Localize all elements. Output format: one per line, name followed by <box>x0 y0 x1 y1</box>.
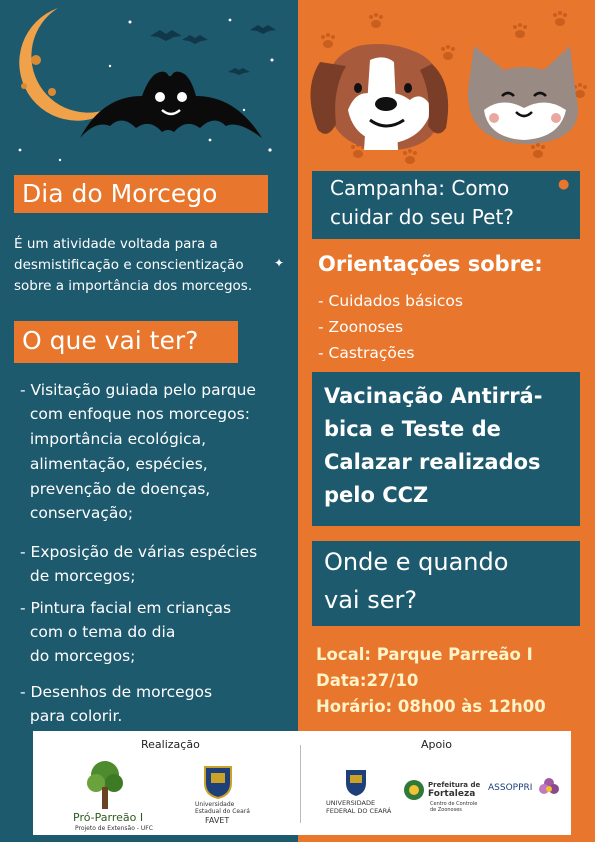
section-title: O que vai ter? <box>22 326 199 355</box>
fortaleza-crest-icon <box>403 779 425 801</box>
event-time: Horário: 08h00 às 12h00 <box>316 697 546 716</box>
favet-logo-text: FAVET <box>205 816 230 825</box>
sparkle-icon: ✦ <box>274 256 285 270</box>
fortaleza-subtitle: Centro de Controle <box>430 801 478 807</box>
small-bat-icons <box>150 25 276 75</box>
campaign-box <box>312 171 580 239</box>
orientation-item: - Zoonoses <box>318 318 404 336</box>
vaccine-box <box>312 372 580 526</box>
realizacao-label: Realização <box>141 738 200 751</box>
fortaleza-subtitle: de Zoonoses <box>430 807 462 813</box>
list-item-line: com enfoque nos morcegos: <box>20 405 250 423</box>
tree-logo-icon <box>85 757 125 811</box>
intro-line: É um atividade voltada para a <box>14 236 218 252</box>
event-info <box>316 642 546 720</box>
dog-icon <box>310 44 448 150</box>
ufc-logo-text: FEDERAL DO CEARÁ <box>326 807 392 815</box>
vaccine-line: Vacinação Antirrá- <box>324 384 543 408</box>
campaign-line: Campanha: Como <box>330 176 510 200</box>
cat-icon <box>468 46 578 144</box>
footer-divider <box>300 745 301 823</box>
footer-sponsors <box>33 731 571 835</box>
moon-icon <box>19 8 118 121</box>
ufc-crest-icon <box>345 769 367 797</box>
intro-line: desmistificação e conscientização <box>14 257 244 273</box>
list-item-line: do morcegos; <box>20 647 136 665</box>
orientation-item: - Castrações <box>318 344 415 362</box>
uece-logo-text: Estadual do Ceará <box>195 808 250 815</box>
list-item-line: - Pintura facial em crianças <box>20 599 232 617</box>
list-item-line: - Exposição de várias espécies <box>20 543 258 561</box>
apoio-label: Apoio <box>421 738 453 751</box>
orientation-item: - Cuidados básicos <box>318 292 463 310</box>
pro-parreao-logo-text: Pró-Parreão I <box>73 811 144 824</box>
ufc-logo-text: UNIVERSIDADE <box>326 799 376 807</box>
bat-icon <box>80 72 262 138</box>
orientations-list <box>318 288 463 366</box>
where-line: Onde e quando <box>324 548 509 576</box>
fortaleza-logo-text: Fortaleza <box>428 789 476 799</box>
list-item-line: alimentação, espécies, <box>20 455 208 473</box>
list-item-line: de morcegos; <box>20 567 136 585</box>
where-line: vai ser? <box>324 586 418 614</box>
event-location: Local: Parque Parreão I <box>316 645 533 664</box>
list-item-line: conservação; <box>20 504 134 522</box>
list-item-line: importância ecológica, <box>20 430 207 448</box>
uece-crest-icon <box>203 765 233 799</box>
intro-line: sobre a importância dos morcegos. <box>14 278 253 294</box>
night-illustration <box>0 0 298 170</box>
fortaleza-logo-text: Prefeitura de <box>428 781 481 789</box>
bat-eye-right <box>177 92 187 102</box>
where-box <box>312 541 580 626</box>
paw-icon: ● <box>558 177 570 192</box>
list-item-line: com o tema do dia <box>20 623 176 641</box>
page-title: Dia do Morcego <box>22 179 218 208</box>
uece-logo-text: Universidade <box>195 801 235 808</box>
vaccine-line: Calazar realizados <box>324 450 541 474</box>
flower-logo-icon <box>539 777 559 799</box>
pets-illustration <box>298 0 595 170</box>
list-item-line: para colorir. <box>20 707 123 725</box>
list-item-line: prevenção de doenças, <box>20 480 211 498</box>
orientations-title: Orientações sobre: <box>318 252 543 276</box>
vaccine-line: bica e Teste de <box>324 417 501 441</box>
intro-text <box>14 234 294 297</box>
event-date: Data:27/10 <box>316 671 419 690</box>
list-item-line: - Visitação guiada pelo parque <box>20 381 256 399</box>
pro-parreao-subtitle: Projeto de Extensão - UFC <box>75 825 153 832</box>
assoppri-logo-text: ASSOPPRI <box>488 783 533 793</box>
bat-eye-left <box>155 92 165 102</box>
list-item-line: - Desenhos de morcegos <box>20 683 213 701</box>
vaccine-line: pelo CCZ <box>324 483 429 507</box>
title-box <box>14 175 268 213</box>
campaign-line: cuidar do seu Pet? <box>330 205 514 229</box>
section-title-box <box>14 321 238 363</box>
